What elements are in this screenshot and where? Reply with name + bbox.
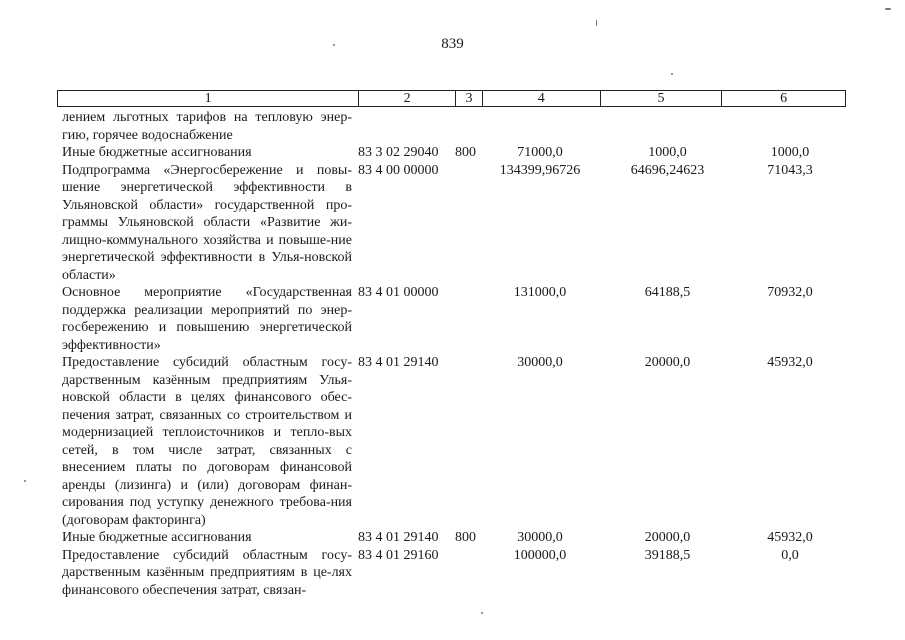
scan-speck bbox=[885, 8, 891, 10]
scan-speck bbox=[671, 73, 673, 75]
row-value-5: 64696,24623 bbox=[630, 162, 705, 178]
row-vr: 800 bbox=[455, 530, 476, 545]
row-name: Предоставление субсидий областным госу-дарственным казённым предприятиям в це-лях финансового обеспечения затрат, связан- bbox=[62, 547, 352, 598]
table-row bbox=[62, 284, 852, 354]
table-row bbox=[62, 109, 852, 144]
header-col-3: 3 bbox=[455, 91, 482, 106]
scan-speck bbox=[24, 480, 26, 482]
row-value-5: 39188,5 bbox=[644, 547, 691, 563]
row-name: Основное мероприятие «Государственная поддержка реализации мероприятий по энер-госбережению и повышению энергетической эффективности» bbox=[62, 285, 352, 353]
row-value-6: 70932,0 bbox=[767, 285, 813, 300]
row-value-4: 131000,0 bbox=[513, 285, 567, 300]
row-name: лением льготных тарифов на тепловую энер-гию, горячее водоснабжение bbox=[62, 110, 352, 143]
row-value-4: 30000,0 bbox=[517, 530, 563, 545]
row-name: Иные бюджетные ассигнования bbox=[62, 530, 252, 545]
row-value-6: 0,0 bbox=[781, 547, 799, 563]
row-name: Иные бюджетные ассигнования bbox=[62, 145, 252, 160]
row-code: 83 4 01 29140 bbox=[358, 355, 439, 370]
table-row bbox=[62, 144, 852, 162]
row-value-4: 100000,0 bbox=[513, 547, 567, 563]
table-row bbox=[62, 162, 852, 285]
row-value-5: 1000,0 bbox=[648, 145, 687, 160]
row-name: Предоставление субсидий областным госу-дарственным казённым предприятиям Улья-новской области в целях финансового обес-печения затрат, связанных со строительством и модернизацией теплоисточников и тепло-вых сетей, в том числе затрат, связанных с внесением платы по договорам финансовой аренды (лизинга) и (или) договорам финан-сирования под уступку денежного требова-ния (договорам факторинга) bbox=[62, 355, 352, 528]
header-col-1: 1 bbox=[204, 91, 212, 106]
page-number: 839 bbox=[441, 36, 464, 52]
row-code: 83 4 01 00000 bbox=[358, 285, 439, 300]
row-value-6: 1000,0 bbox=[770, 145, 810, 160]
table-row bbox=[62, 529, 852, 547]
header-col-5: 5 bbox=[600, 91, 722, 106]
table-row bbox=[62, 547, 852, 600]
row-vr: 800 bbox=[455, 145, 476, 160]
row-code: 83 3 02 29040 bbox=[358, 145, 439, 160]
scan-speck bbox=[481, 612, 483, 614]
row-code: 83 4 01 29160 bbox=[358, 547, 439, 563]
row-value-6: 45932,0 bbox=[767, 355, 813, 370]
row-code: 83 4 01 29140 bbox=[358, 530, 439, 545]
row-value-5: 20000,0 bbox=[644, 530, 691, 545]
row-value-4: 71000,0 bbox=[517, 145, 563, 160]
row-name: Подпрограмма «Энергосбережение и повы-шение энергетической эффективности в Ульяновской области» государственной про-граммы Ульяновской области «Развитие жи-лищно-коммунального хозяйства и повыше-ние энергетической эффективности в Улья-новской области» bbox=[62, 162, 352, 283]
table-header bbox=[57, 90, 846, 107]
row-code: 83 4 00 00000 bbox=[358, 162, 439, 178]
row-value-4: 134399,96726 bbox=[499, 162, 581, 178]
row-value-4: 30000,0 bbox=[517, 355, 563, 370]
scan-speck bbox=[596, 20, 597, 26]
row-value-6: 71043,3 bbox=[767, 162, 813, 178]
scan-speck bbox=[333, 44, 335, 46]
header-col-4: 4 bbox=[482, 91, 600, 106]
row-value-5: 20000,0 bbox=[644, 355, 691, 370]
header-col-2: 2 bbox=[358, 91, 455, 106]
header-col-6: 6 bbox=[721, 91, 845, 106]
table-body bbox=[62, 109, 852, 599]
row-value-6: 45932,0 bbox=[767, 530, 813, 545]
row-value-5: 64188,5 bbox=[644, 285, 691, 300]
table-row bbox=[62, 354, 852, 529]
